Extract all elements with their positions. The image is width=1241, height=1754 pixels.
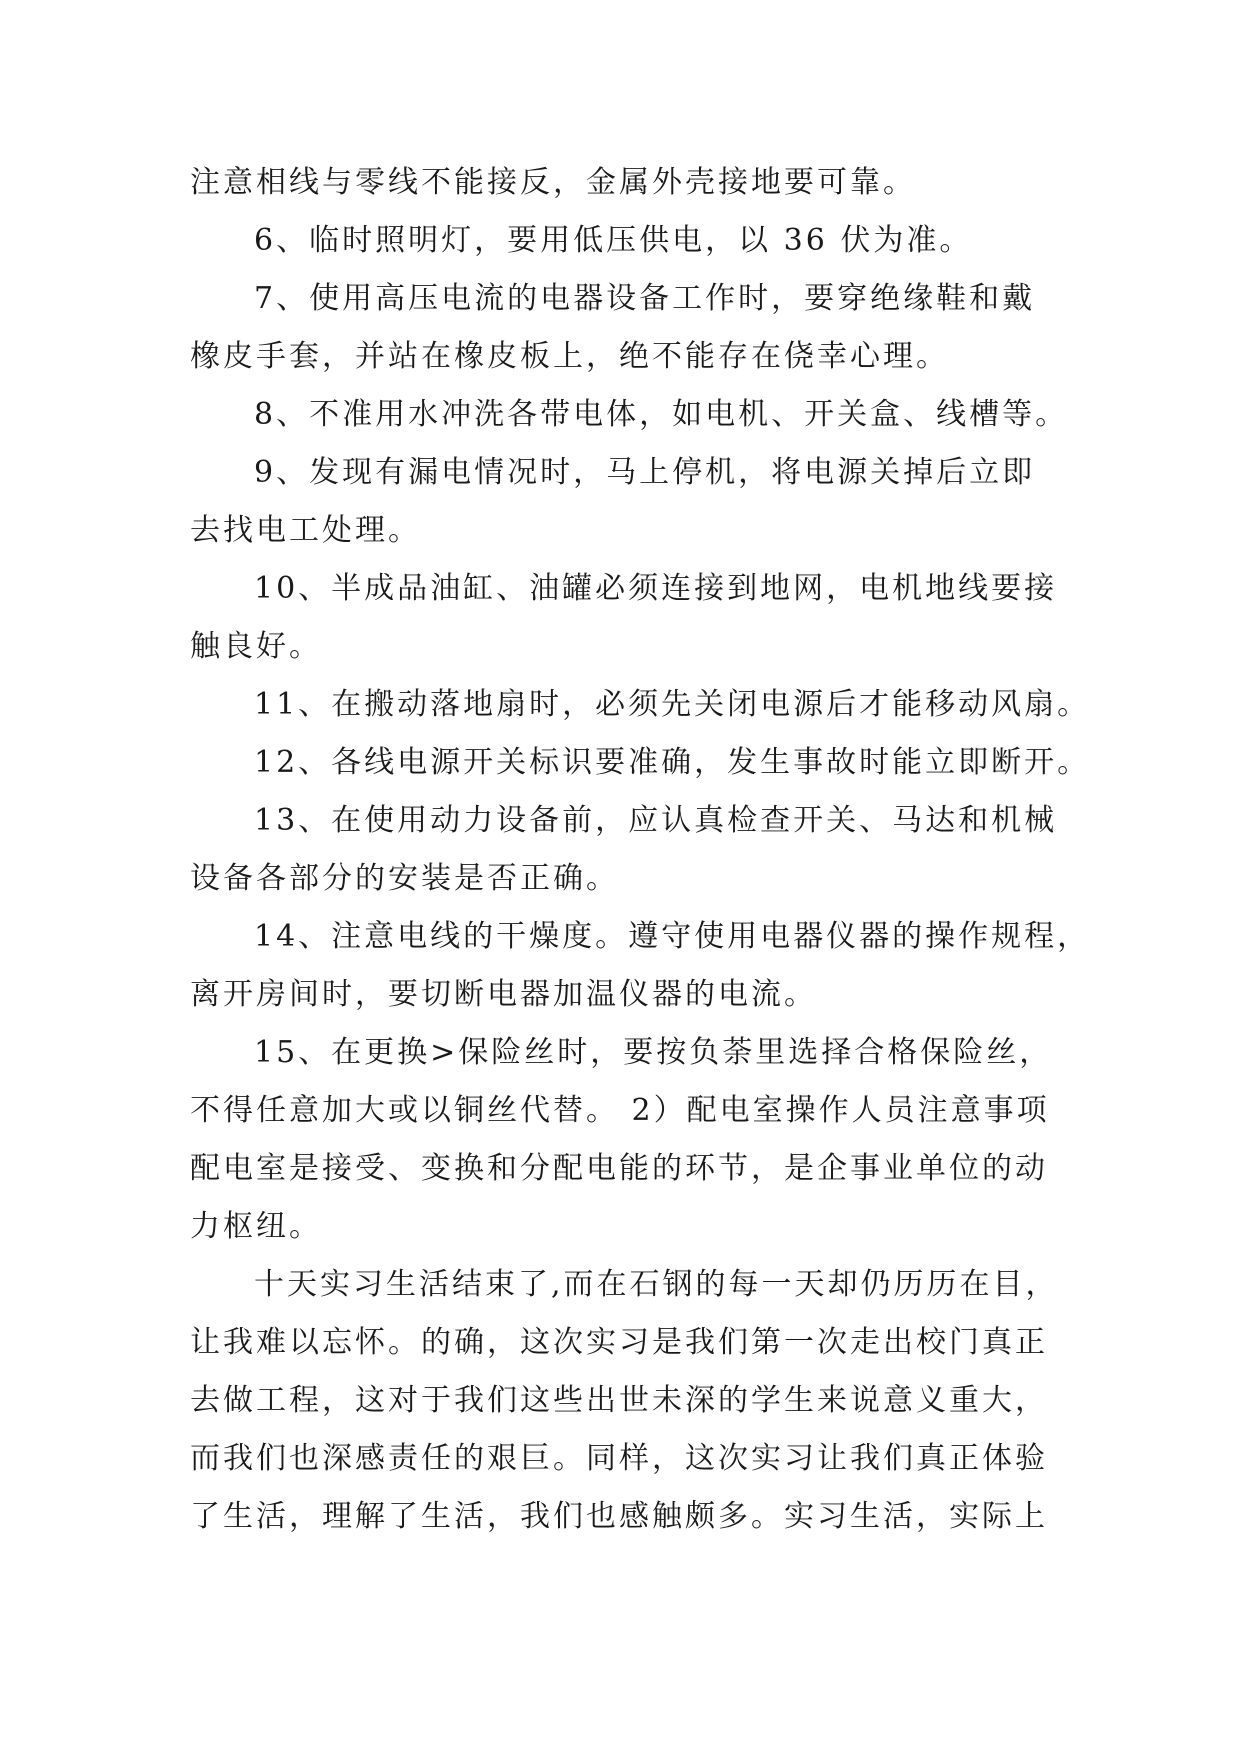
text-line: 十天实习生活结束了,而在石钢的每一天却仍历历在目， [254, 1267, 1059, 1302]
text-line: 去做工程，这对于我们这些出世未深的学生来说意义重大， [190, 1383, 1048, 1418]
text-line: 触良好。 [190, 629, 322, 664]
text-line: 去找电工处理。 [190, 513, 421, 548]
text-line: 了生活，理解了生活，我们也感触颇多。实习生活，实际上 [190, 1499, 1048, 1534]
text-line: 注意相线与零线不能接反，金属外壳接地要可靠。 [190, 165, 916, 200]
text-line: 橡皮手套，并站在橡皮板上，绝不能存在侥幸心理。 [190, 339, 949, 374]
text-line: 6、临时照明灯，要用低压供电，以 36 伏为准。 [254, 223, 973, 258]
text-line: 12、各线电源开关标识要准确，发生事故时能立即断开。 [254, 745, 1091, 780]
document-body [190, 154, 1091, 1546]
text-line: 不得任意加大或以铜丝代替。 2）配电室操作人员注意事项 [190, 1093, 1050, 1128]
text-line: 14、注意电线的干燥度。遵守使用电器仪器的操作规程， [254, 919, 1091, 954]
text-line: 7、使用高压电流的电器设备工作时，要穿绝缘鞋和戴 [254, 281, 1036, 316]
text-line: 力枢纽。 [190, 1209, 322, 1244]
text-line: 配电室是接受、变换和分配电能的环节，是企事业单位的动 [190, 1151, 1048, 1186]
text-line: 10、半成品油缸、油罐必须连接到地网，电机地线要接 [254, 571, 1058, 606]
text-line: 离开房间时，要切断电器加温仪器的电流。 [190, 977, 817, 1012]
text-line: 9、发现有漏电情况时，马上停机，将电源关掉后立即 [254, 455, 1036, 490]
text-line: 11、在搬动落地扇时，必须先关闭电源后才能移动风扇。 [254, 687, 1091, 722]
text-line: 13、在使用动力设备前，应认真检查开关、马达和机械 [254, 803, 1058, 838]
text-line: 8、不准用水冲洗各带电体，如电机、开关盒、线槽等。 [254, 397, 1069, 432]
text-line: 而我们也深感责任的艰巨。同样，这次实习让我们真正体验 [190, 1441, 1048, 1476]
text-line: 让我难以忘怀。的确，这次实习是我们第一次走出校门真正 [190, 1325, 1048, 1360]
text-line: 设备各部分的安装是否正确。 [190, 861, 619, 896]
text-line: 15、在更换>保险丝时，要按负荼里选择合格保险丝， [254, 1035, 1053, 1070]
